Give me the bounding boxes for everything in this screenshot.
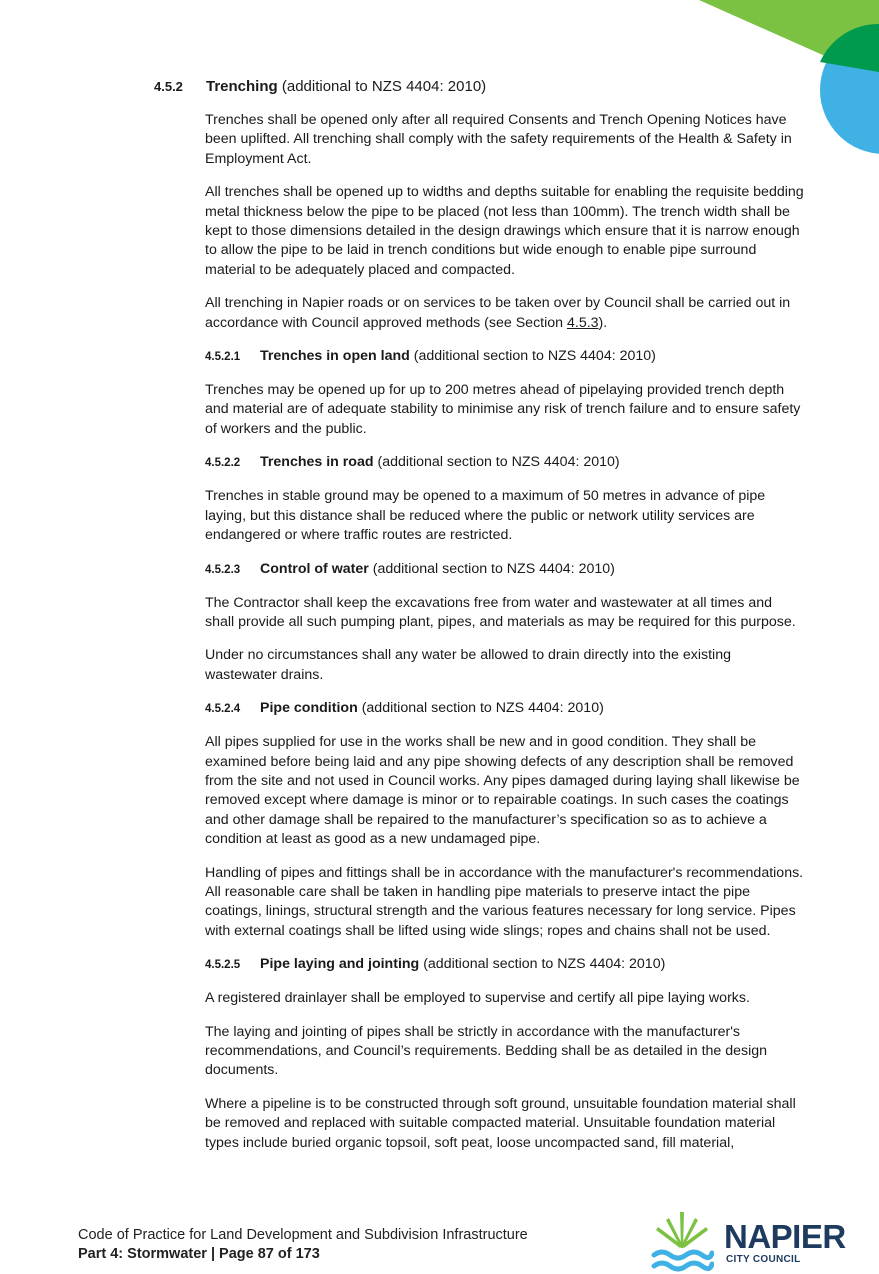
subsection-number: 4.5.2.2 — [205, 457, 241, 470]
subsection-heading — [205, 699, 804, 719]
logo-subtitle: CITY COUNCIL — [726, 1254, 801, 1265]
subsection-title: Pipe laying and jointing — [260, 956, 420, 973]
footer-title: Code of Practice for Land Development and Subdivision Infrastructure — [78, 1227, 528, 1243]
paragraph: The laying and jointing of pipes shall be strictly in accordance with the manufacturer's recommendations, and Council’s requirements. Bedding shall be as detailed in the design documents. — [205, 1023, 768, 1079]
subsection-number: 4.5.2.1 — [205, 351, 241, 364]
paragraph: Under no circumstances shall any water be allowed to drain directly into the existing wastewater drains. — [205, 647, 731, 683]
section-link[interactable]: 4.5.3 — [566, 314, 599, 331]
subsection-heading — [205, 347, 804, 367]
subsection-title: Trenches in road — [260, 454, 374, 471]
paragraph: A registered drainlayer shall be employed to supervise and certify all pipe laying works. — [205, 990, 750, 1007]
logo-name: NAPIER — [724, 1218, 846, 1255]
section-number: 4.5.2 — [154, 79, 183, 94]
paragraph: Trenches in stable ground may be opened to a maximum of 50 metres in advance of pipe laying, but this distance shall be reduced where the public or network utility services are endangered or where traffic routes are restricted. — [205, 488, 766, 544]
paragraph-text: All trenching in Napier roads or on services to be taken over by Council shall be carried out in accordance with Council approved methods (see Section — [205, 295, 791, 331]
subsection-suffix: (additional section to NZS 4404: 2010) — [372, 560, 615, 577]
paragraph — [205, 294, 804, 333]
subsection-number: 4.5.2.4 — [205, 703, 241, 716]
section-title: Trenching — [206, 78, 278, 95]
subsection-heading — [205, 560, 804, 580]
paragraph: Trenches shall be opened only after all required Consents and Trench Opening Notices have been uplifted. All trenching shall comply with the safety requirements of the Health & Safety in Employment Act. — [205, 112, 792, 167]
subsection-suffix: (additional section to NZS 4404: 2010) — [423, 956, 666, 973]
subsection-suffix: (additional section to NZS 4404: 2010) — [361, 700, 604, 717]
napier-wave-icon — [650, 1208, 714, 1274]
paragraph: All trenches shall be opened up to widths and depths suitable for enabling the requisite bedding metal thickness below the pipe to be placed (not less than 100mm). The trench width shall be kept to those dimensions detailed in the design drawings which ensure that it is narrow enough to allow the pipe to be laid in trench conditions but wide enough to enable pipe surround material to be adequately placed and compacted. — [205, 184, 804, 278]
subsection-heading — [205, 453, 804, 473]
subsection-title: Trenches in open land — [260, 348, 410, 365]
subsection-heading — [205, 955, 804, 975]
paragraph: Handling of pipes and fittings shall be in accordance with the manufacturer's recommendations. All reasonable care shall be taken in handling pipe materials to preserve intact the pipe coatings, linings, structural strength and the various features necessary for long service. Pipes with external coatings shall be lifted using wide slings; ropes and chains shall not be used. — [205, 864, 804, 939]
subsection-suffix: (additional section to NZS 4404: 2010) — [377, 454, 620, 471]
paragraph-text: ). — [598, 314, 608, 331]
subsection-title: Control of water — [260, 560, 369, 577]
paragraph: The Contractor shall keep the excavations free from water and wastewater at all times and shall provide all such pumping plant, pipes, and materials as may be required for this purpose. — [205, 594, 796, 630]
page-content — [154, 76, 804, 1167]
section-heading — [154, 76, 804, 98]
subsection-number: 4.5.2.5 — [205, 959, 241, 972]
page-footer — [78, 1226, 528, 1264]
footer-page-info: Part 4: Stormwater | Page 87 of 173 — [78, 1246, 320, 1262]
paragraph: Where a pipeline is to be constructed through soft ground, unsuitable foundation material shall be removed and replaced with suitable compacted material. Unsuitable foundation material types include buried organic topsoil, soft peat, loose uncompacted sand, fill material, — [205, 1095, 796, 1151]
paragraph: All pipes supplied for use in the works shall be new and in good condition. They shall be examined before being laid and any pipe showing defects of any description shall be removed from the site and not used in Council works. Any pipes damaged during laying shall likewise be removed except where damage is minor or to repairable coatings. In such cases the coatings and other damage shall be repaired to the manufacturer’s specification so as to achieve a condition at least as good as a new undamaged pipe. — [205, 734, 800, 848]
paragraph: Trenches may be opened up for up to 200 metres ahead of pipelaying provided trench depth and material are of adequate stability to minimise any risk of trench failure and to ensure safety of workers and the public. — [205, 382, 801, 437]
section-suffix: (additional to NZS 4404: 2010) — [281, 78, 487, 95]
subsection-number: 4.5.2.3 — [205, 563, 241, 576]
subsection-title: Pipe condition — [260, 700, 358, 717]
napier-logo — [650, 1208, 850, 1274]
subsection-suffix: (additional section to NZS 4404: 2010) — [413, 348, 656, 365]
